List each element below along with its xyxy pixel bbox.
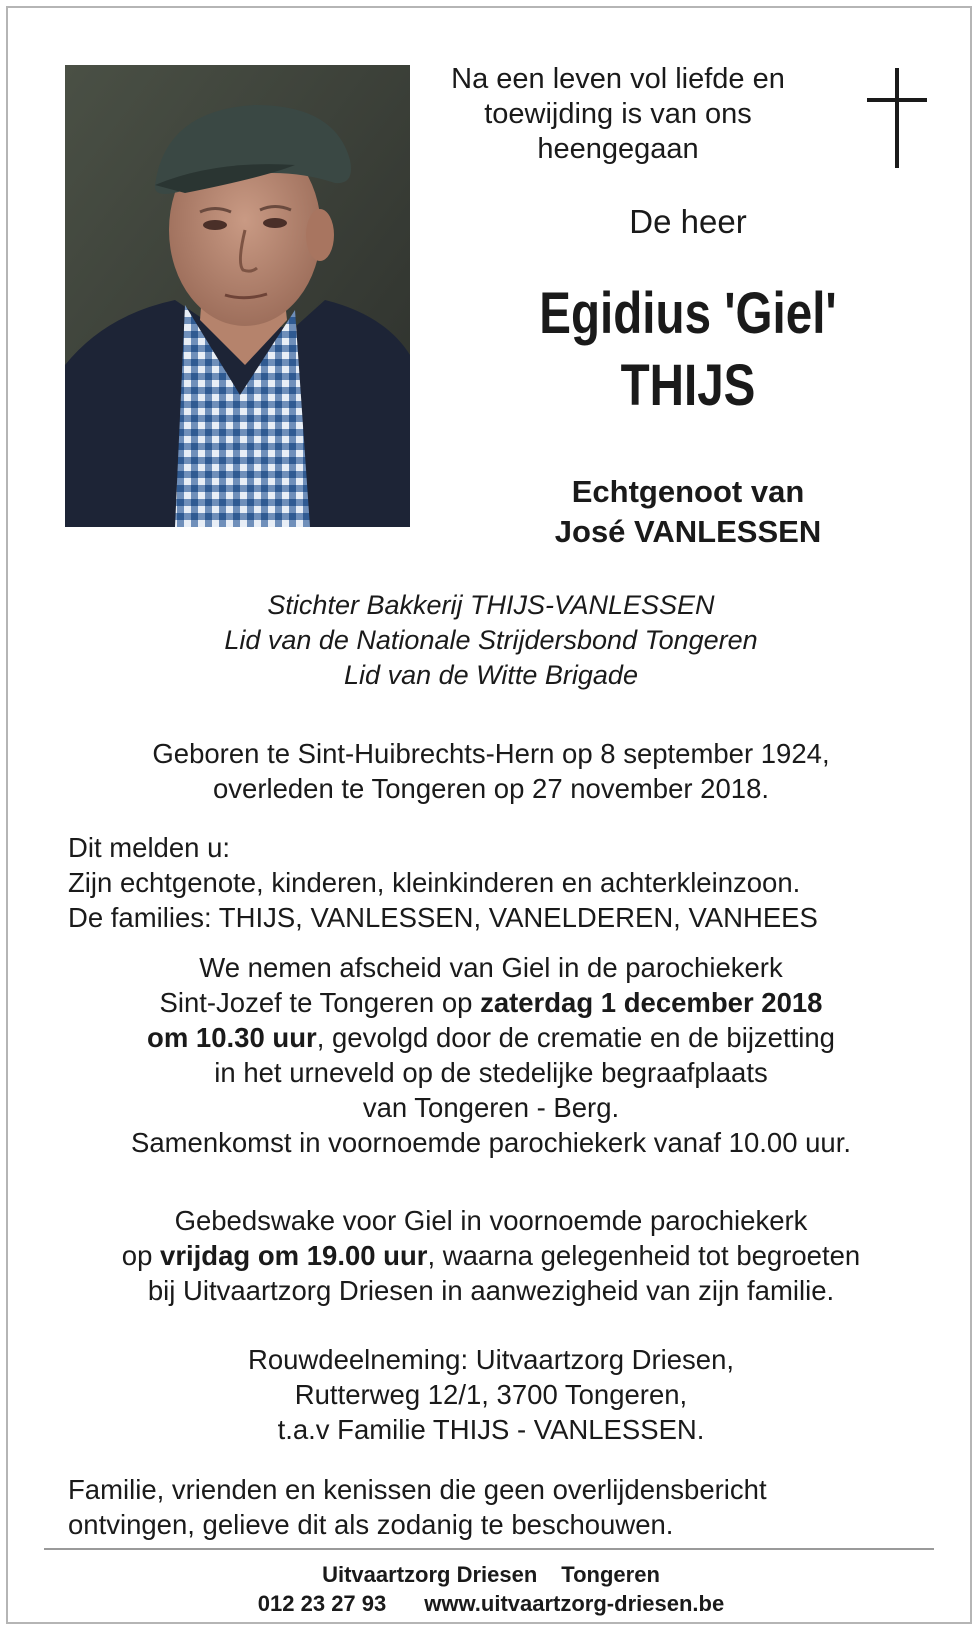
funeral-city: Tongeren: [561, 1562, 660, 1587]
website-link[interactable]: www.uitvaartzorg-driesen.be: [424, 1591, 725, 1616]
deceased-first-name: Egidius 'Giel': [539, 281, 837, 346]
announcement-line: Zijn echtgenote, kinderen, kleinkinderen en achterkleinzoon.: [68, 867, 801, 898]
role-line: Lid van de Nationale Strijdersbond Tongeren: [224, 625, 758, 655]
death-line: overleden te Tongeren op 27 november 2018.: [212, 773, 769, 804]
ceremony-date: zaterdag 1 december 2018: [480, 987, 823, 1018]
role-line: Lid van de Witte Brigade: [344, 660, 638, 690]
role-line: Stichter Bakkerij THIJS-VANLESSEN: [267, 590, 715, 620]
intro-line: Na een leven vol liefde en: [451, 63, 785, 95]
wake-text: op: [121, 1240, 161, 1271]
ceremony-text: Sint-Jozef te Tongeren op: [159, 987, 481, 1018]
deceased-name: [491, 278, 885, 422]
divider: [44, 1548, 934, 1550]
portrait-photo: [65, 65, 410, 527]
birth-death-dates: [68, 736, 914, 806]
footer-line-2: [68, 1589, 914, 1618]
ceremony-line: in het urneveld op de stedelijke begraafplaats: [214, 1057, 768, 1088]
ceremony-line: van Tongeren - Berg.: [362, 1092, 620, 1123]
condolences-line: Rouwdeelneming: Uitvaartzorg Driesen,: [247, 1344, 735, 1375]
spouse-label: Echtgenoot van: [571, 474, 805, 509]
roles-list: [68, 588, 914, 693]
footer-line-1: [68, 1560, 914, 1589]
spouse-name: José VANLESSEN: [554, 514, 822, 549]
condolences-info: [68, 1342, 914, 1447]
wake-line: bij Uitvaartzorg Driesen in aanwezigheid van zijn familie.: [147, 1275, 835, 1306]
ceremony-info: [68, 950, 914, 1160]
notice: [68, 1472, 914, 1542]
intro-line: heengegaan: [537, 133, 699, 165]
deceased-last-name: THIJS: [620, 353, 756, 418]
ceremony-text: , gevolgd door de crematie en de bijzetting: [316, 1022, 835, 1053]
announcement-line: Dit melden u:: [68, 832, 231, 863]
condolences-line: t.a.v Familie THIJS - VANLESSEN.: [277, 1414, 705, 1445]
phone-number: 012 23 27 93: [257, 1591, 387, 1616]
spouse-info: [448, 472, 928, 552]
cross-icon: [867, 68, 927, 168]
announcement-line: De families: THIJS, VANLESSEN, VANELDEREN, VANHEES: [68, 902, 818, 933]
ceremony-line: [68, 1020, 914, 1055]
obituary-card: [6, 6, 972, 1624]
birth-line: Geboren te Sint-Huibrechts-Hern op 8 september 1924,: [152, 738, 830, 769]
ceremony-time: om 10.30 uur: [147, 1022, 317, 1053]
notice-line: ontvingen, gelieve dit als zodanig te beschouwen.: [68, 1509, 674, 1540]
ceremony-line: We nemen afscheid van Giel in de parochiekerk: [199, 952, 783, 983]
wake-info: [68, 1203, 914, 1308]
notice-line: Familie, vrienden en kenissen die geen overlijdensbericht: [68, 1474, 767, 1505]
condolences-line: Rutterweg 12/1, 3700 Tongeren,: [294, 1379, 688, 1410]
footer: [68, 1560, 914, 1618]
honorific: De heer: [629, 203, 747, 240]
intro-line: toewijding is van ons: [484, 98, 752, 130]
ceremony-line: [68, 985, 914, 1020]
wake-text: , waarna gelegenheid tot begroeten: [427, 1240, 861, 1271]
intro-text: [428, 62, 808, 167]
funeral-company: Uitvaartzorg Driesen: [322, 1562, 538, 1587]
wake-line: Gebedswake voor Giel in voornoemde parochiekerk: [174, 1205, 808, 1236]
ceremony-line: Samenkomst in voornoemde parochiekerk vanaf 10.00 uur.: [131, 1127, 851, 1158]
announcement: [68, 830, 914, 935]
wake-line: [68, 1238, 914, 1273]
wake-time: vrijdag om 19.00 uur: [160, 1240, 428, 1271]
